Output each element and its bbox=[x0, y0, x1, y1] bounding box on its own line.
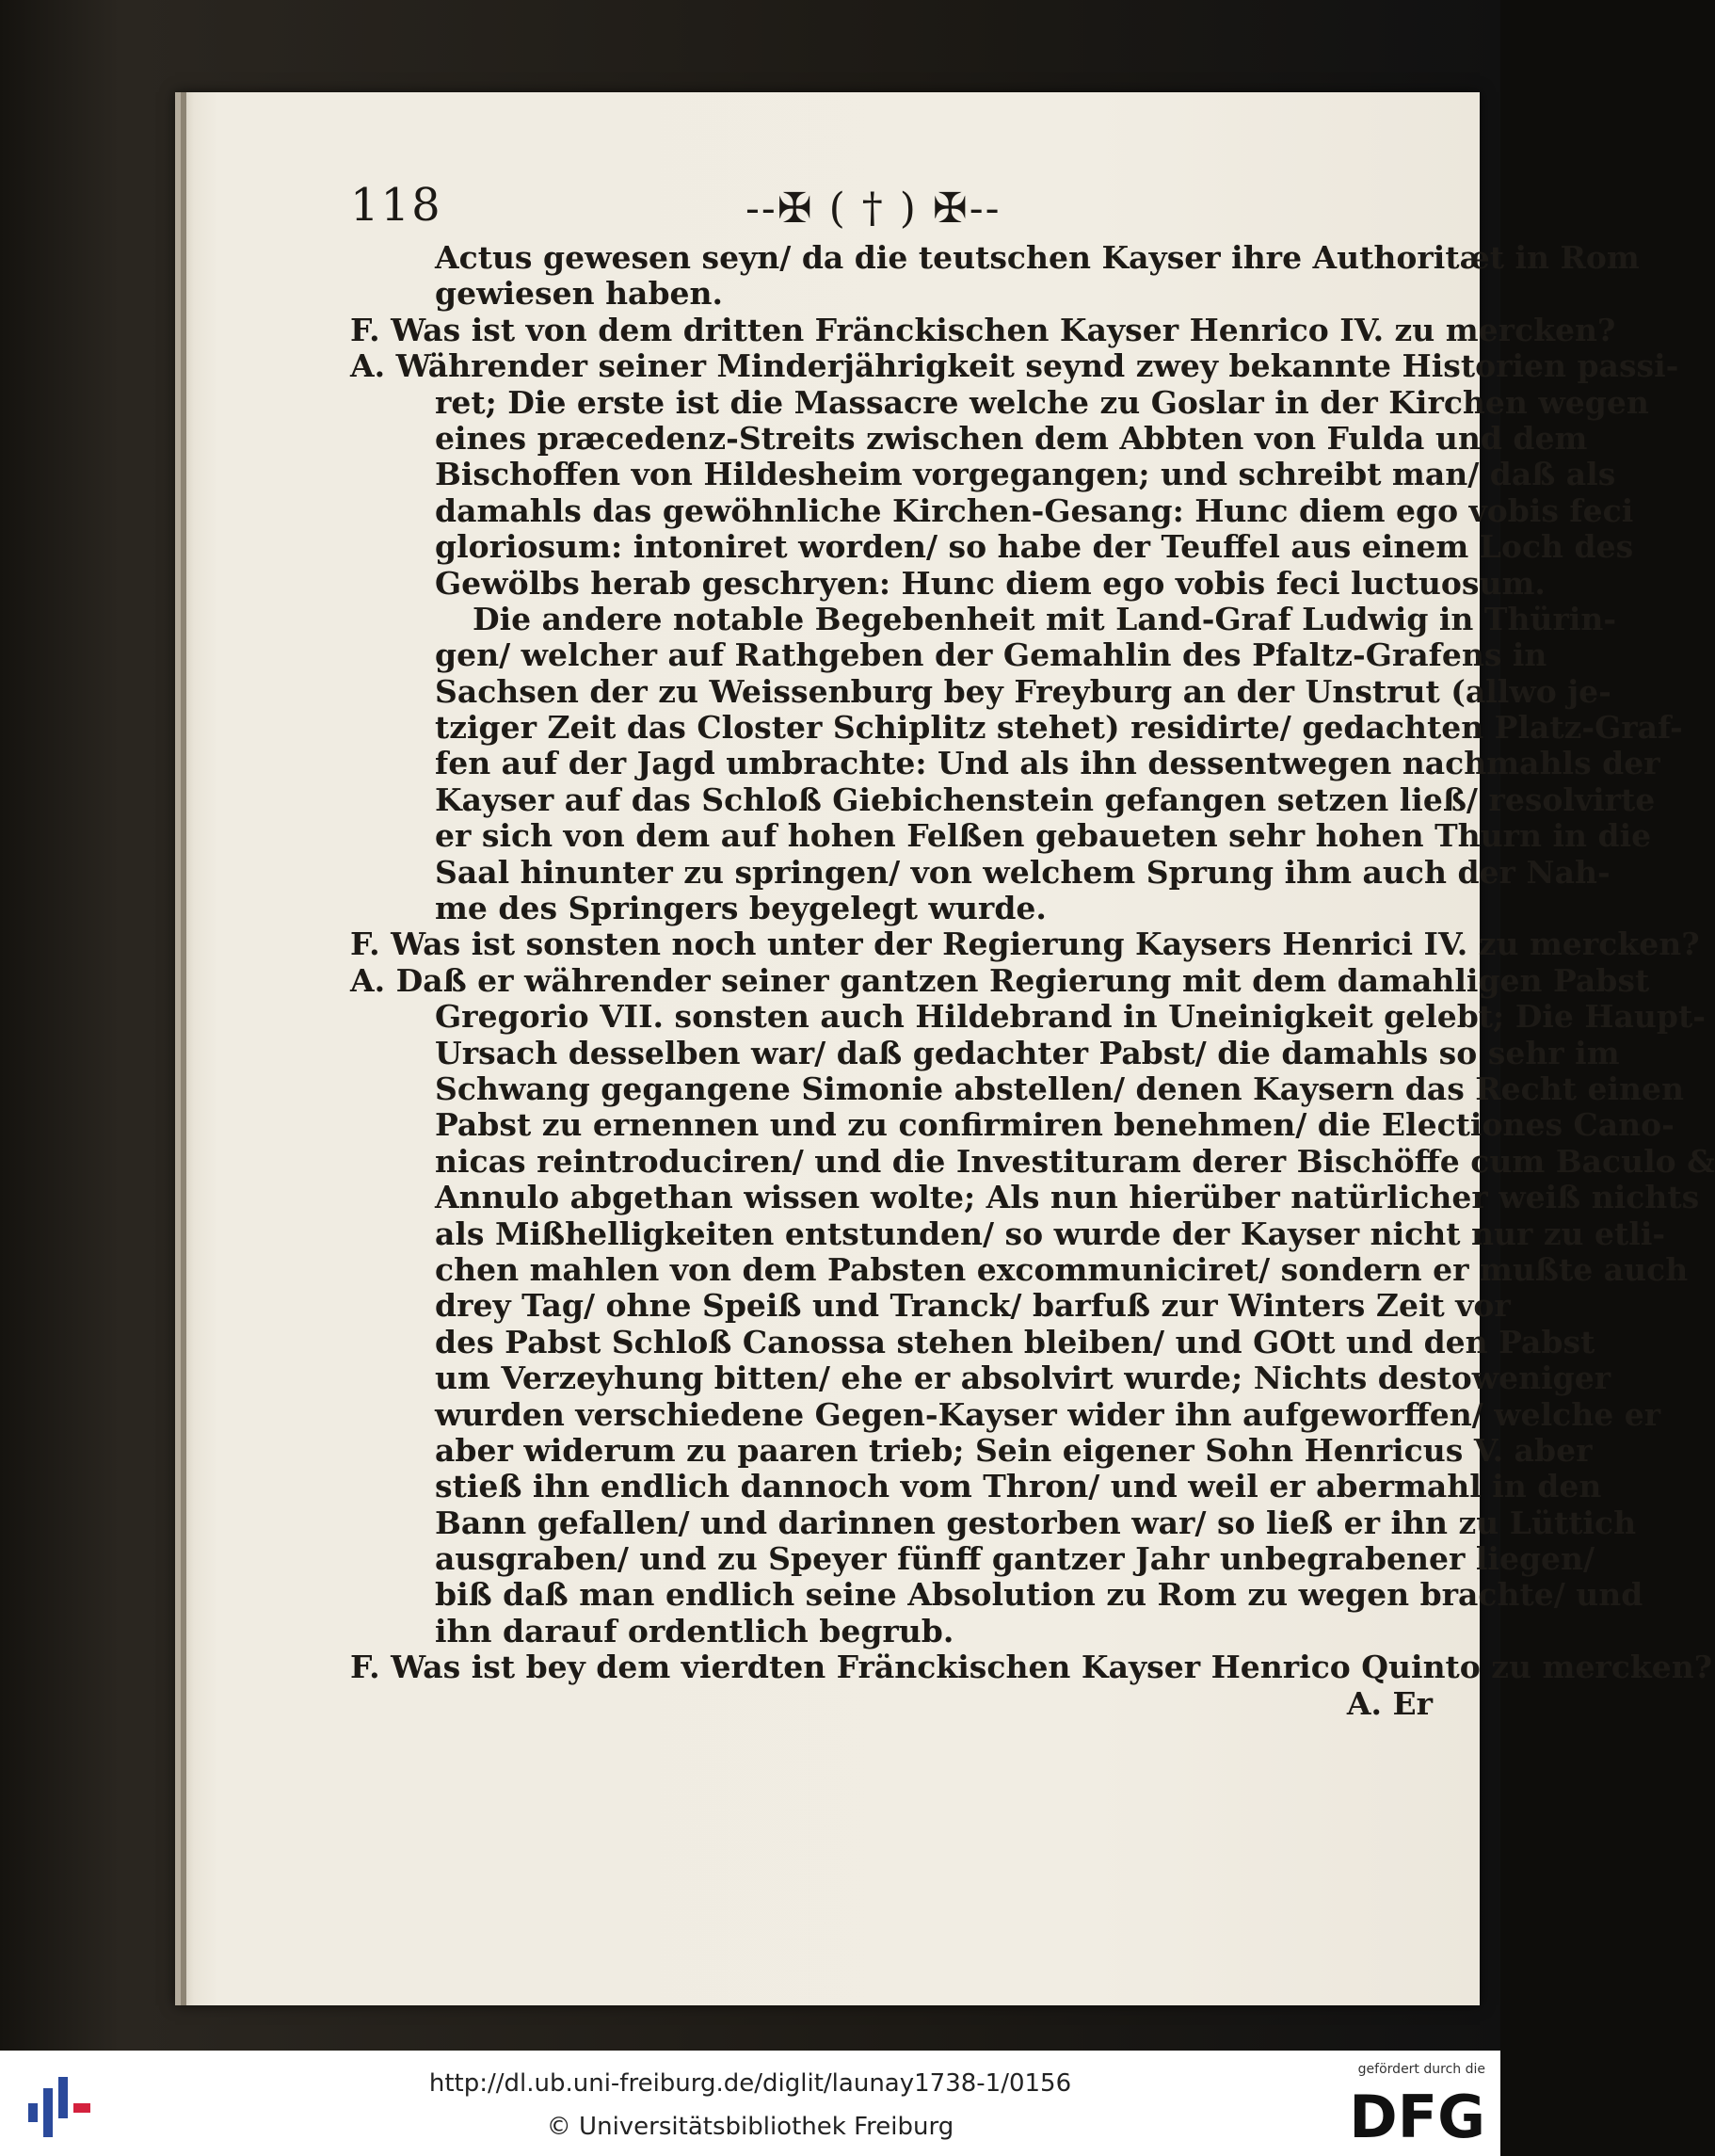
document-url[interactable]: http://dl.ub.uni-freiburg.de/diglit/launay1738-1/0156 bbox=[428, 2069, 1072, 2098]
text-line: aber widerum zu paaren trieb; Sein eigener Sohn Henricus V. aber bbox=[435, 1431, 1593, 1469]
copyright-notice: © Universitätsbibliothek Freiburg bbox=[546, 2113, 954, 2141]
text-line: nicas reintroduciren/ und die Investituram derer Bischöffe cum Baculo & bbox=[435, 1142, 1715, 1180]
text-line: ausgraben/ und zu Speyer fünff gantzer Jahr unbegrabener liegen/ bbox=[435, 1540, 1595, 1578]
page-text bbox=[350, 239, 1715, 1722]
text-line: ret; Die erste ist die Massacre welche zu Goslar in der Kirchen wegen bbox=[435, 383, 1649, 421]
text-line: Gewölbs herab geschryen: Hunc diem ego vobis feci luctuosum. bbox=[435, 564, 1546, 602]
text-line: Ursach desselben war/ daß gedachter Pabst/ die damahls so sehr im bbox=[435, 1034, 1620, 1071]
header-ornament: --✠ ( † ) ✠-- bbox=[745, 185, 1002, 233]
text-line: gewiesen haben. bbox=[435, 275, 723, 313]
text-line: Actus gewesen seyn/ da die teutschen Kayser ihre Authoritæt in Rom bbox=[435, 239, 1640, 276]
page-number: 118 bbox=[350, 179, 442, 232]
dfg-logo-icon bbox=[1327, 2079, 1487, 2151]
text-line: damahls das gewöhnliche Kirchen-Gesang: Hunc diem ego vobis feci bbox=[435, 491, 1634, 529]
text-line: chen mahlen von dem Pabsten excommuniciret/ sondern er mußte auch bbox=[435, 1250, 1689, 1288]
text-line: biß daß man endlich seine Absolution zu Rom zu wegen brachte/ und bbox=[435, 1576, 1643, 1614]
answer-line: A. Daß er währender seiner gantzen Regierung mit dem damahligen Pabst bbox=[350, 961, 1650, 999]
text-line: me des Springers beygelegt wurde. bbox=[435, 890, 1047, 927]
answer-line: A. Währender seiner Minderjährigkeit seynd zwey bekannte Historien passi- bbox=[350, 347, 1679, 385]
text-line: Die andere notable Begebenheit mit Land-Graf Ludwig in Thürin- bbox=[473, 600, 1617, 637]
question-line: F. Was ist bey dem vierdten Fränckischen Kayser Henrico Quinto zu mercken? bbox=[350, 1649, 1713, 1686]
text-line: Gregorio VII. sonsten auch Hildebrand in Uneinigkeit gelebt; Die Haupt- bbox=[435, 998, 1706, 1036]
page-header bbox=[350, 177, 1433, 243]
text-line: wurden verschiedene Gegen-Kayser wider ihn aufgeworffen/ welche er bbox=[435, 1395, 1661, 1433]
text-line: Bann gefallen/ und darinnen gestorben war/ so ließ er ihn zu Lüttich bbox=[435, 1504, 1637, 1541]
text-line: tziger Zeit das Closter Schiplitz stehet) residirte/ gedachten Platz-Graf- bbox=[435, 709, 1683, 747]
text-line: fen auf der Jagd umbrachte: Und als ihn dessentwegen nachmahls der bbox=[435, 745, 1660, 782]
text-line: Sachsen der zu Weissenburg bey Freyburg an der Unstrut (allwo je- bbox=[435, 672, 1611, 710]
question-line: F. Was ist von dem dritten Fränckischen Kayser Henrico IV. zu mercken? bbox=[350, 311, 1616, 348]
text-line: Schwang gegangene Simonie abstellen/ denen Kaysern das Recht einen bbox=[435, 1070, 1685, 1107]
text-line: gen/ welcher auf Rathgeben der Gemahlin des Pfaltz-Grafens in bbox=[435, 636, 1547, 674]
text-line: um Verzeyhung bitten/ ehe er absolvirt wurde; Nichts destoweniger bbox=[435, 1360, 1611, 1397]
sponsor-note: gefördert durch die bbox=[1357, 2062, 1485, 2077]
text-line: Kayser auf das Schloß Giebichenstein gefangen setzen ließ/ resolvirte bbox=[435, 780, 1656, 818]
question-line: F. Was ist sonsten noch unter der Regierung Kaysers Henrici IV. zu mercken? bbox=[350, 925, 1700, 963]
viewer-footer bbox=[0, 2051, 1500, 2156]
dfg-logo-text: DFG bbox=[1349, 2083, 1485, 2151]
text-line: ihn darauf ordentlich begrub. bbox=[435, 1612, 954, 1649]
text-line: Annulo abgethan wissen wolte; Als nun hierüber natürlicher weiß nichts bbox=[435, 1179, 1700, 1216]
text-line: des Pabst Schloß Canossa stehen bleiben/ und GOtt und den Pabst bbox=[435, 1323, 1595, 1360]
text-line: gloriosum: intoniret worden/ so habe der Teuffel aus einem Loch des bbox=[435, 528, 1634, 566]
text-line: stieß ihn endlich dannoch vom Thron/ und weil er abermahl in den bbox=[435, 1468, 1602, 1505]
catchword: A. Er bbox=[1346, 1684, 1433, 1722]
text-line: als Mißhelligkeiten entstunden/ so wurde der Kayser nicht nur zu etli- bbox=[435, 1215, 1666, 1252]
text-line: drey Tag/ ohne Speiß und Tranck/ barfuß zur Winters Zeit vor bbox=[435, 1287, 1511, 1325]
text-line: Saal hinunter zu springen/ von welchem Sprung ihm auch der Nah- bbox=[435, 853, 1611, 891]
text-line: er sich von dem auf hohen Felßen gebaueten sehr hohen Thurn in die bbox=[435, 817, 1652, 855]
text-line: eines præcedenz-Streits zwischen dem Abbten von Fulda und dem bbox=[435, 419, 1588, 457]
text-line: Bischoffen von Hildesheim vorgegangen; und schreibt man/ daß als bbox=[435, 456, 1616, 493]
text-line: Pabst zu ernennen und zu confirmiren benehmen/ die Electiones Cano- bbox=[435, 1106, 1675, 1144]
